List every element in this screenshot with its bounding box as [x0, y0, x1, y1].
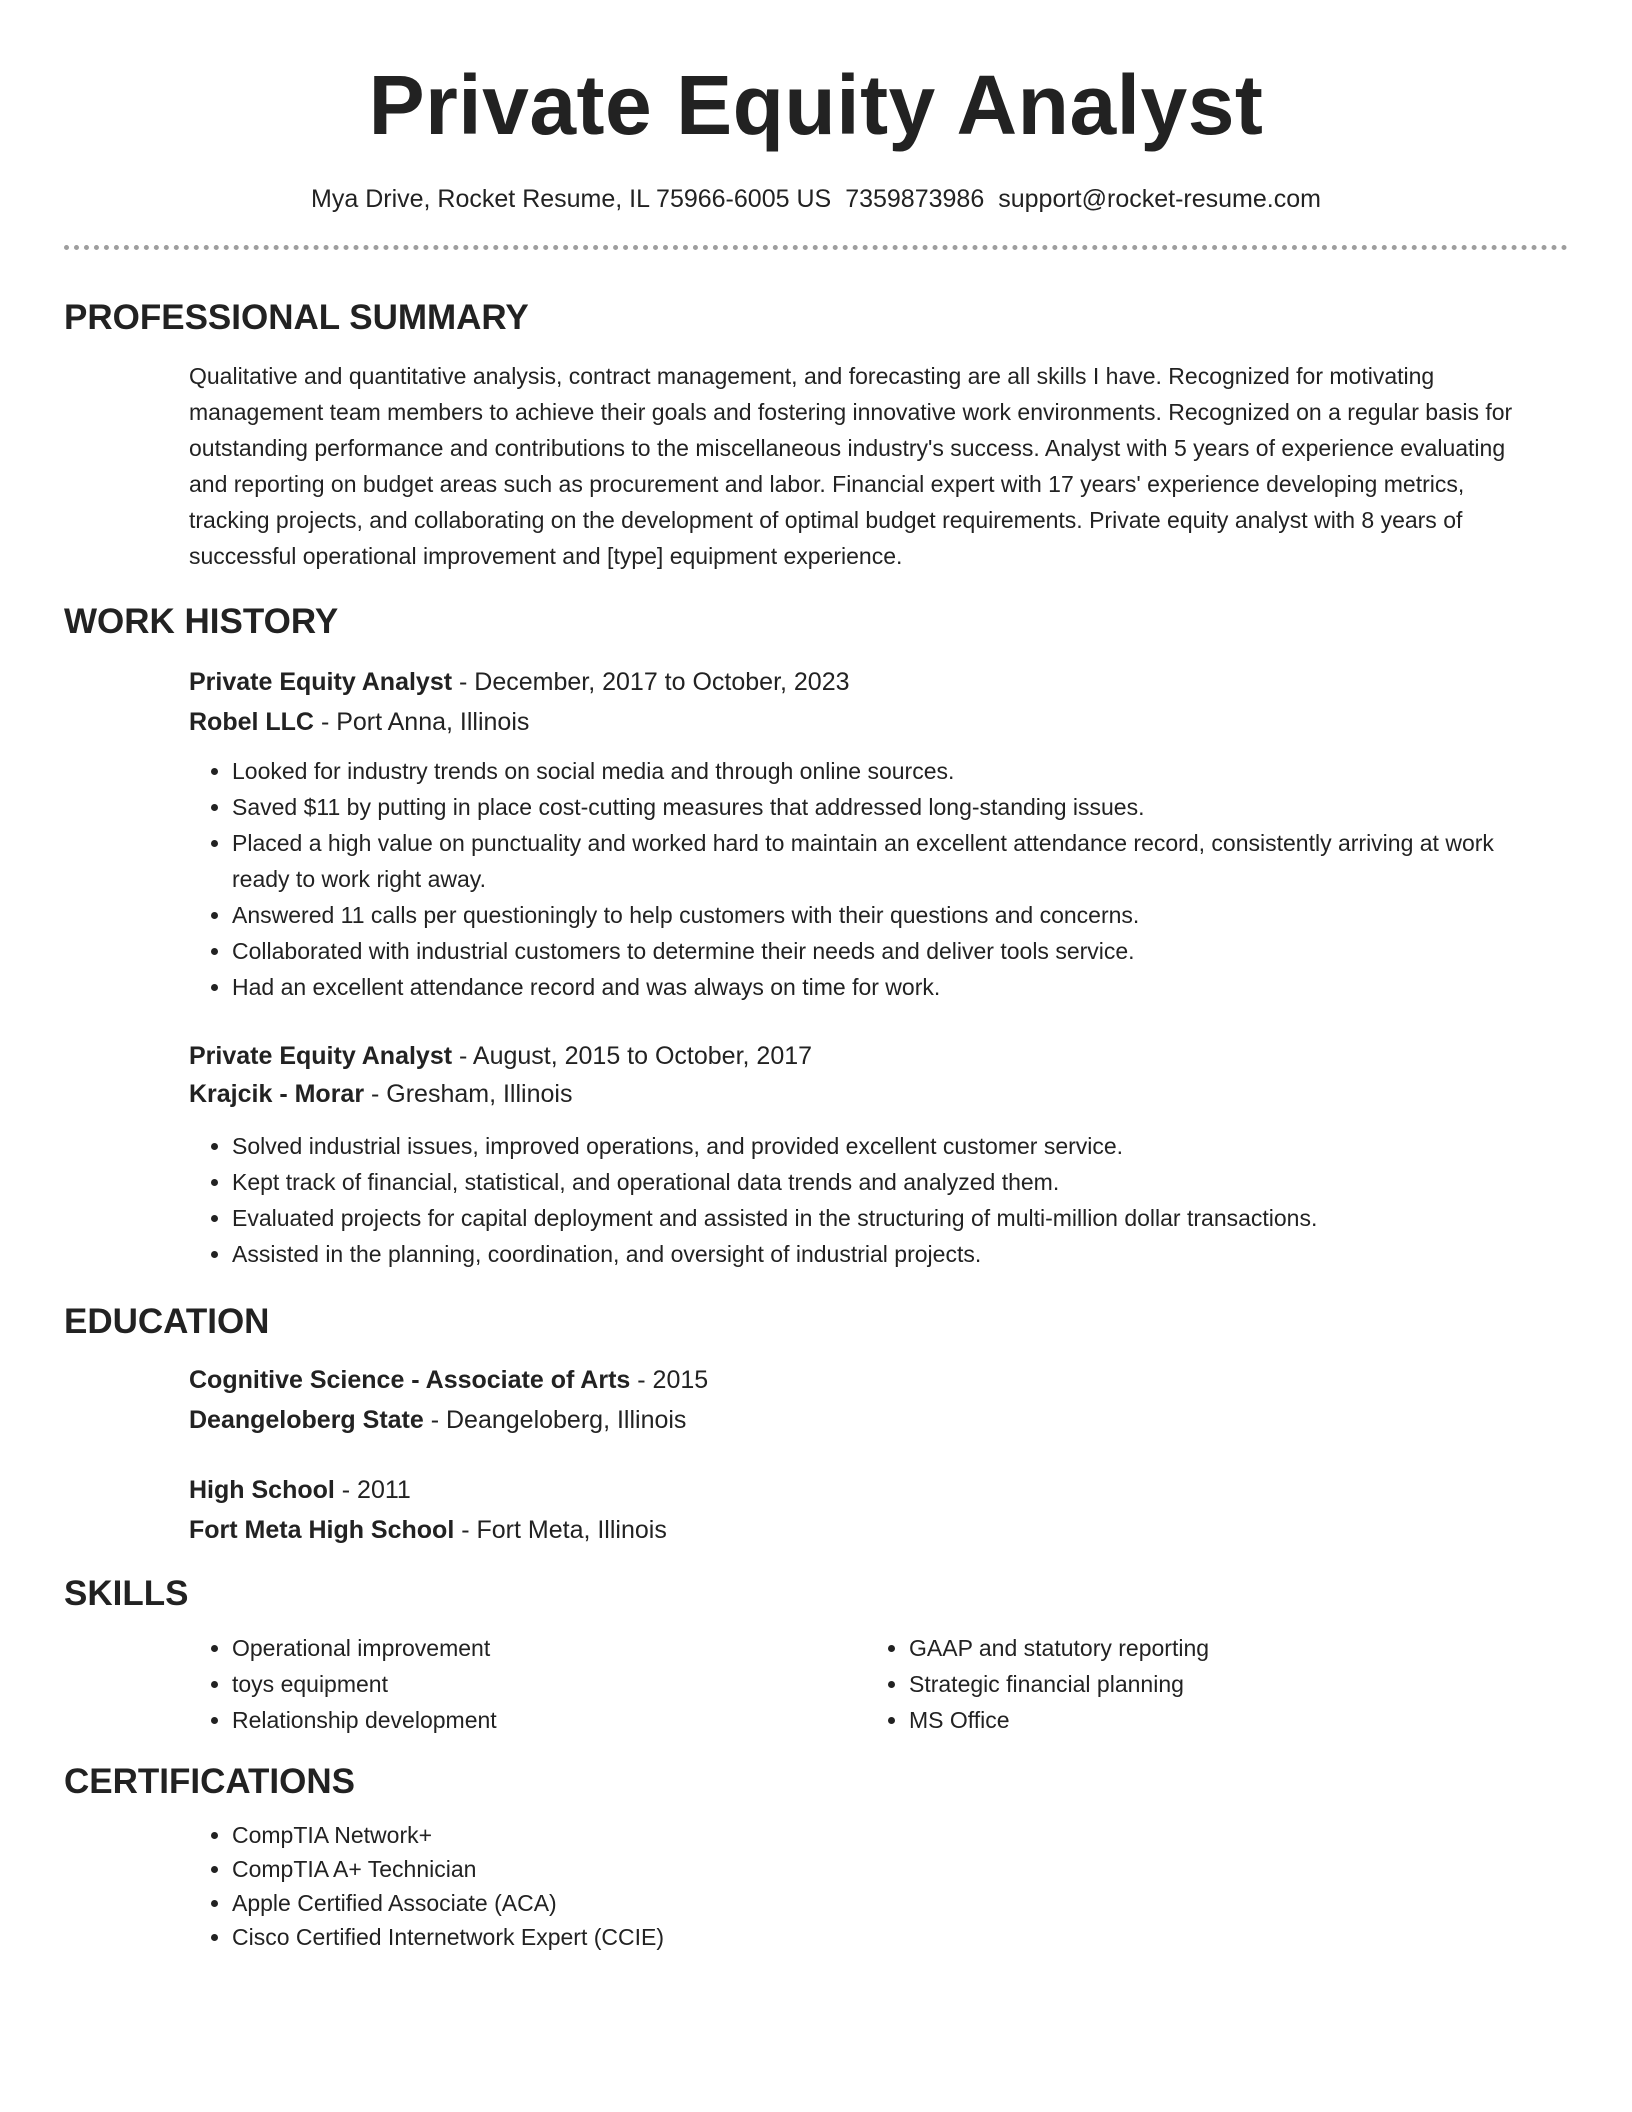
skills-heading: SKILLS: [64, 1574, 189, 1613]
job-dates: - August, 2015 to October, 2017: [452, 1042, 813, 1070]
education-entry: [189, 1470, 1543, 1550]
certifications-section: [64, 1760, 1568, 1954]
work-history-section: [64, 600, 1568, 1272]
job-bullets: [189, 753, 1543, 1005]
list-item: • Answered 11 calls per questioningly to help customers with their questions and concerns.: [232, 897, 1543, 933]
skill-item: • GAAP and statutory reporting: [909, 1630, 1543, 1666]
skill-item: • Relationship development: [232, 1702, 866, 1738]
job-location: - Gresham, Illinois: [364, 1080, 573, 1108]
skill-item: • toys equipment: [232, 1666, 866, 1702]
education-school-line: [189, 1400, 1543, 1440]
education-year: - 2011: [334, 1476, 411, 1504]
education-entry: [189, 1360, 1543, 1440]
skills-column-left: [189, 1630, 866, 1738]
list-item: • Assisted in the planning, coordination, and oversight of industrial projects.: [232, 1236, 1543, 1272]
summary-heading: PROFESSIONAL SUMMARY: [64, 298, 529, 337]
job-company: Robel LLC: [189, 708, 314, 736]
job-company-line: [189, 702, 1543, 742]
list-item: • Looked for industry trends on social media and through online sources.: [232, 753, 1543, 789]
list-item: • Collaborated with industrial customers to determine their needs and deliver tools service.: [232, 933, 1543, 969]
skills-section: [64, 1572, 1568, 1738]
skills-grid: [189, 1630, 1543, 1738]
contact-address: Mya Drive, Rocket Resume, IL 75966-6005 US: [311, 185, 832, 213]
certifications-heading: CERTIFICATIONS: [64, 1762, 356, 1801]
certification-item: • Apple Certified Associate (ACA): [232, 1886, 1543, 1920]
contact-phone: 7359873986: [845, 185, 985, 213]
education-degree: Cognitive Science - Associate of Arts: [189, 1366, 631, 1394]
education-location: - Deangeloberg, Illinois: [423, 1406, 687, 1434]
job-location: - Port Anna, Illinois: [314, 708, 530, 736]
skill-item: • Operational improvement: [232, 1630, 866, 1666]
header-divider: [64, 245, 1568, 250]
skill-item: • MS Office: [909, 1702, 1543, 1738]
certification-item: • CompTIA Network+: [232, 1818, 1543, 1852]
list-item: • Evaluated projects for capital deployment and assisted in the structuring of multi-million dollar transactions.: [232, 1200, 1543, 1236]
job-company-line: [189, 1075, 1543, 1113]
job-company: Krajcik - Morar: [189, 1080, 365, 1108]
education-degree: High School: [189, 1476, 335, 1504]
contact-email: support@rocket-resume.com: [998, 185, 1321, 213]
education-school: Deangeloberg State: [189, 1406, 424, 1434]
education-degree-line: [189, 1360, 1543, 1400]
job-entry: [189, 662, 1543, 1005]
list-item: • Kept track of financial, statistical, and operational data trends and analyzed them.: [232, 1164, 1543, 1200]
skill-item: • Strategic financial planning: [909, 1666, 1543, 1702]
summary-text: Qualitative and quantitative analysis, contract management, and forecasting are all skills I have. Recognized for motivating management team members to achieve their goals and fostering innovative work environments. Recognized on a regular basis for outstanding performance and contributions to the miscellaneous industry's success. Analyst with 5 years of experience evaluating and reporting on budget areas such as procurement and labor. Financial expert with 17 years' experience developing metrics, tracking projects, and collaborating on the development of optimal budget requirements. Private equity analyst with 8 years of successful operational improvement and [type] equipment experience.: [189, 363, 1513, 569]
education-school-line: [189, 1510, 1543, 1550]
education-location: - Fort Meta, Illinois: [454, 1516, 667, 1544]
education-year: - 2015: [630, 1366, 709, 1394]
education-section: [64, 1300, 1568, 1550]
job-dates: - December, 2017 to October, 2023: [452, 668, 850, 696]
list-item: • Placed a high value on punctuality and worked hard to maintain an excellent attendance record, consistently arriving at work ready to work right away.: [232, 825, 1543, 897]
job-title-line: [189, 1037, 1543, 1075]
list-item: • Solved industrial issues, improved operations, and provided excellent customer service.: [232, 1128, 1543, 1164]
job-entry: [189, 1037, 1543, 1272]
resume-title: Private Equity Analyst: [368, 58, 1264, 152]
list-item: • Saved $11 by putting in place cost-cutting measures that addressed long-standing issues.: [232, 789, 1543, 825]
education-degree-line: [189, 1470, 1543, 1510]
certification-item: • Cisco Certified Internetwork Expert (CCIE): [232, 1920, 1543, 1954]
summary-section: [64, 296, 1568, 574]
certification-item: • CompTIA A+ Technician: [232, 1852, 1543, 1886]
job-title-line: [189, 662, 1543, 702]
work-history-heading: WORK HISTORY: [64, 602, 339, 641]
job-bullets: [189, 1128, 1543, 1272]
list-item: • Had an excellent attendance record and was always on time for work.: [232, 969, 1543, 1005]
certifications-list: [189, 1818, 1543, 1954]
job-role: Private Equity Analyst: [189, 668, 453, 696]
contact-line: [64, 182, 1568, 216]
skills-column-right: [866, 1630, 1543, 1738]
education-school: Fort Meta High School: [189, 1516, 455, 1544]
education-heading: EDUCATION: [64, 1302, 270, 1341]
job-role: Private Equity Analyst: [189, 1042, 453, 1070]
